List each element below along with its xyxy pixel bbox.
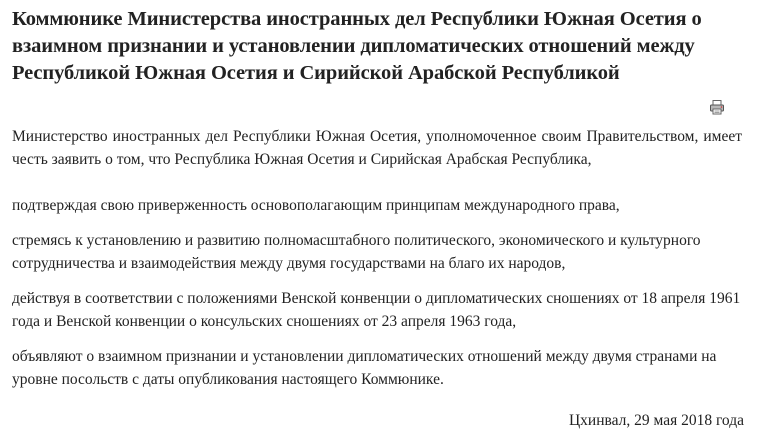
paragraph-vienna-conventions: действуя в соответствии с положениями Венской конвенции о дипломатических сношениях от 18 апреля 1961 года и Венской конвенции о консульских сношениях от 23 апреля 1963 года, bbox=[12, 290, 741, 330]
paragraph-commitment: подтверждая свою приверженность основополагающим принципам международного права, bbox=[12, 197, 620, 214]
document bbox=[12, 0, 752, 388]
paragraph-announcement: объявляют о взаимном признании и установлении дипломатических отношений между двумя странами на уровне посольств с даты опубликования настоящего Коммюнике. bbox=[12, 348, 717, 388]
paragraph-intro: Министерство иностранных дел Республики Южная Осетия, уполномоченное своим Правительством, имеет честь заявить о том, что Республика Южная Осетия и Сирийская Арабская Республика, bbox=[12, 128, 742, 168]
place-and-date: Цхинвал, 29 мая 2018 года bbox=[568, 412, 744, 429]
print-button[interactable] bbox=[709, 99, 725, 115]
document-body bbox=[12, 125, 742, 391]
printer-icon bbox=[709, 99, 725, 115]
paragraph-cooperation: стремясь к установлению и развитию полномасштабного политического, экономического и культурного сотрудничества и взаимодействия между двумя государствами на благо их народов, bbox=[12, 232, 701, 272]
page-title: Коммюнике Министерства иностранных дел Республики Южная Осетия о взаимном признании и установлении дипломатических отношений между Республикой Южная Осетия и Сирийской Арабской Республикой bbox=[12, 8, 702, 84]
